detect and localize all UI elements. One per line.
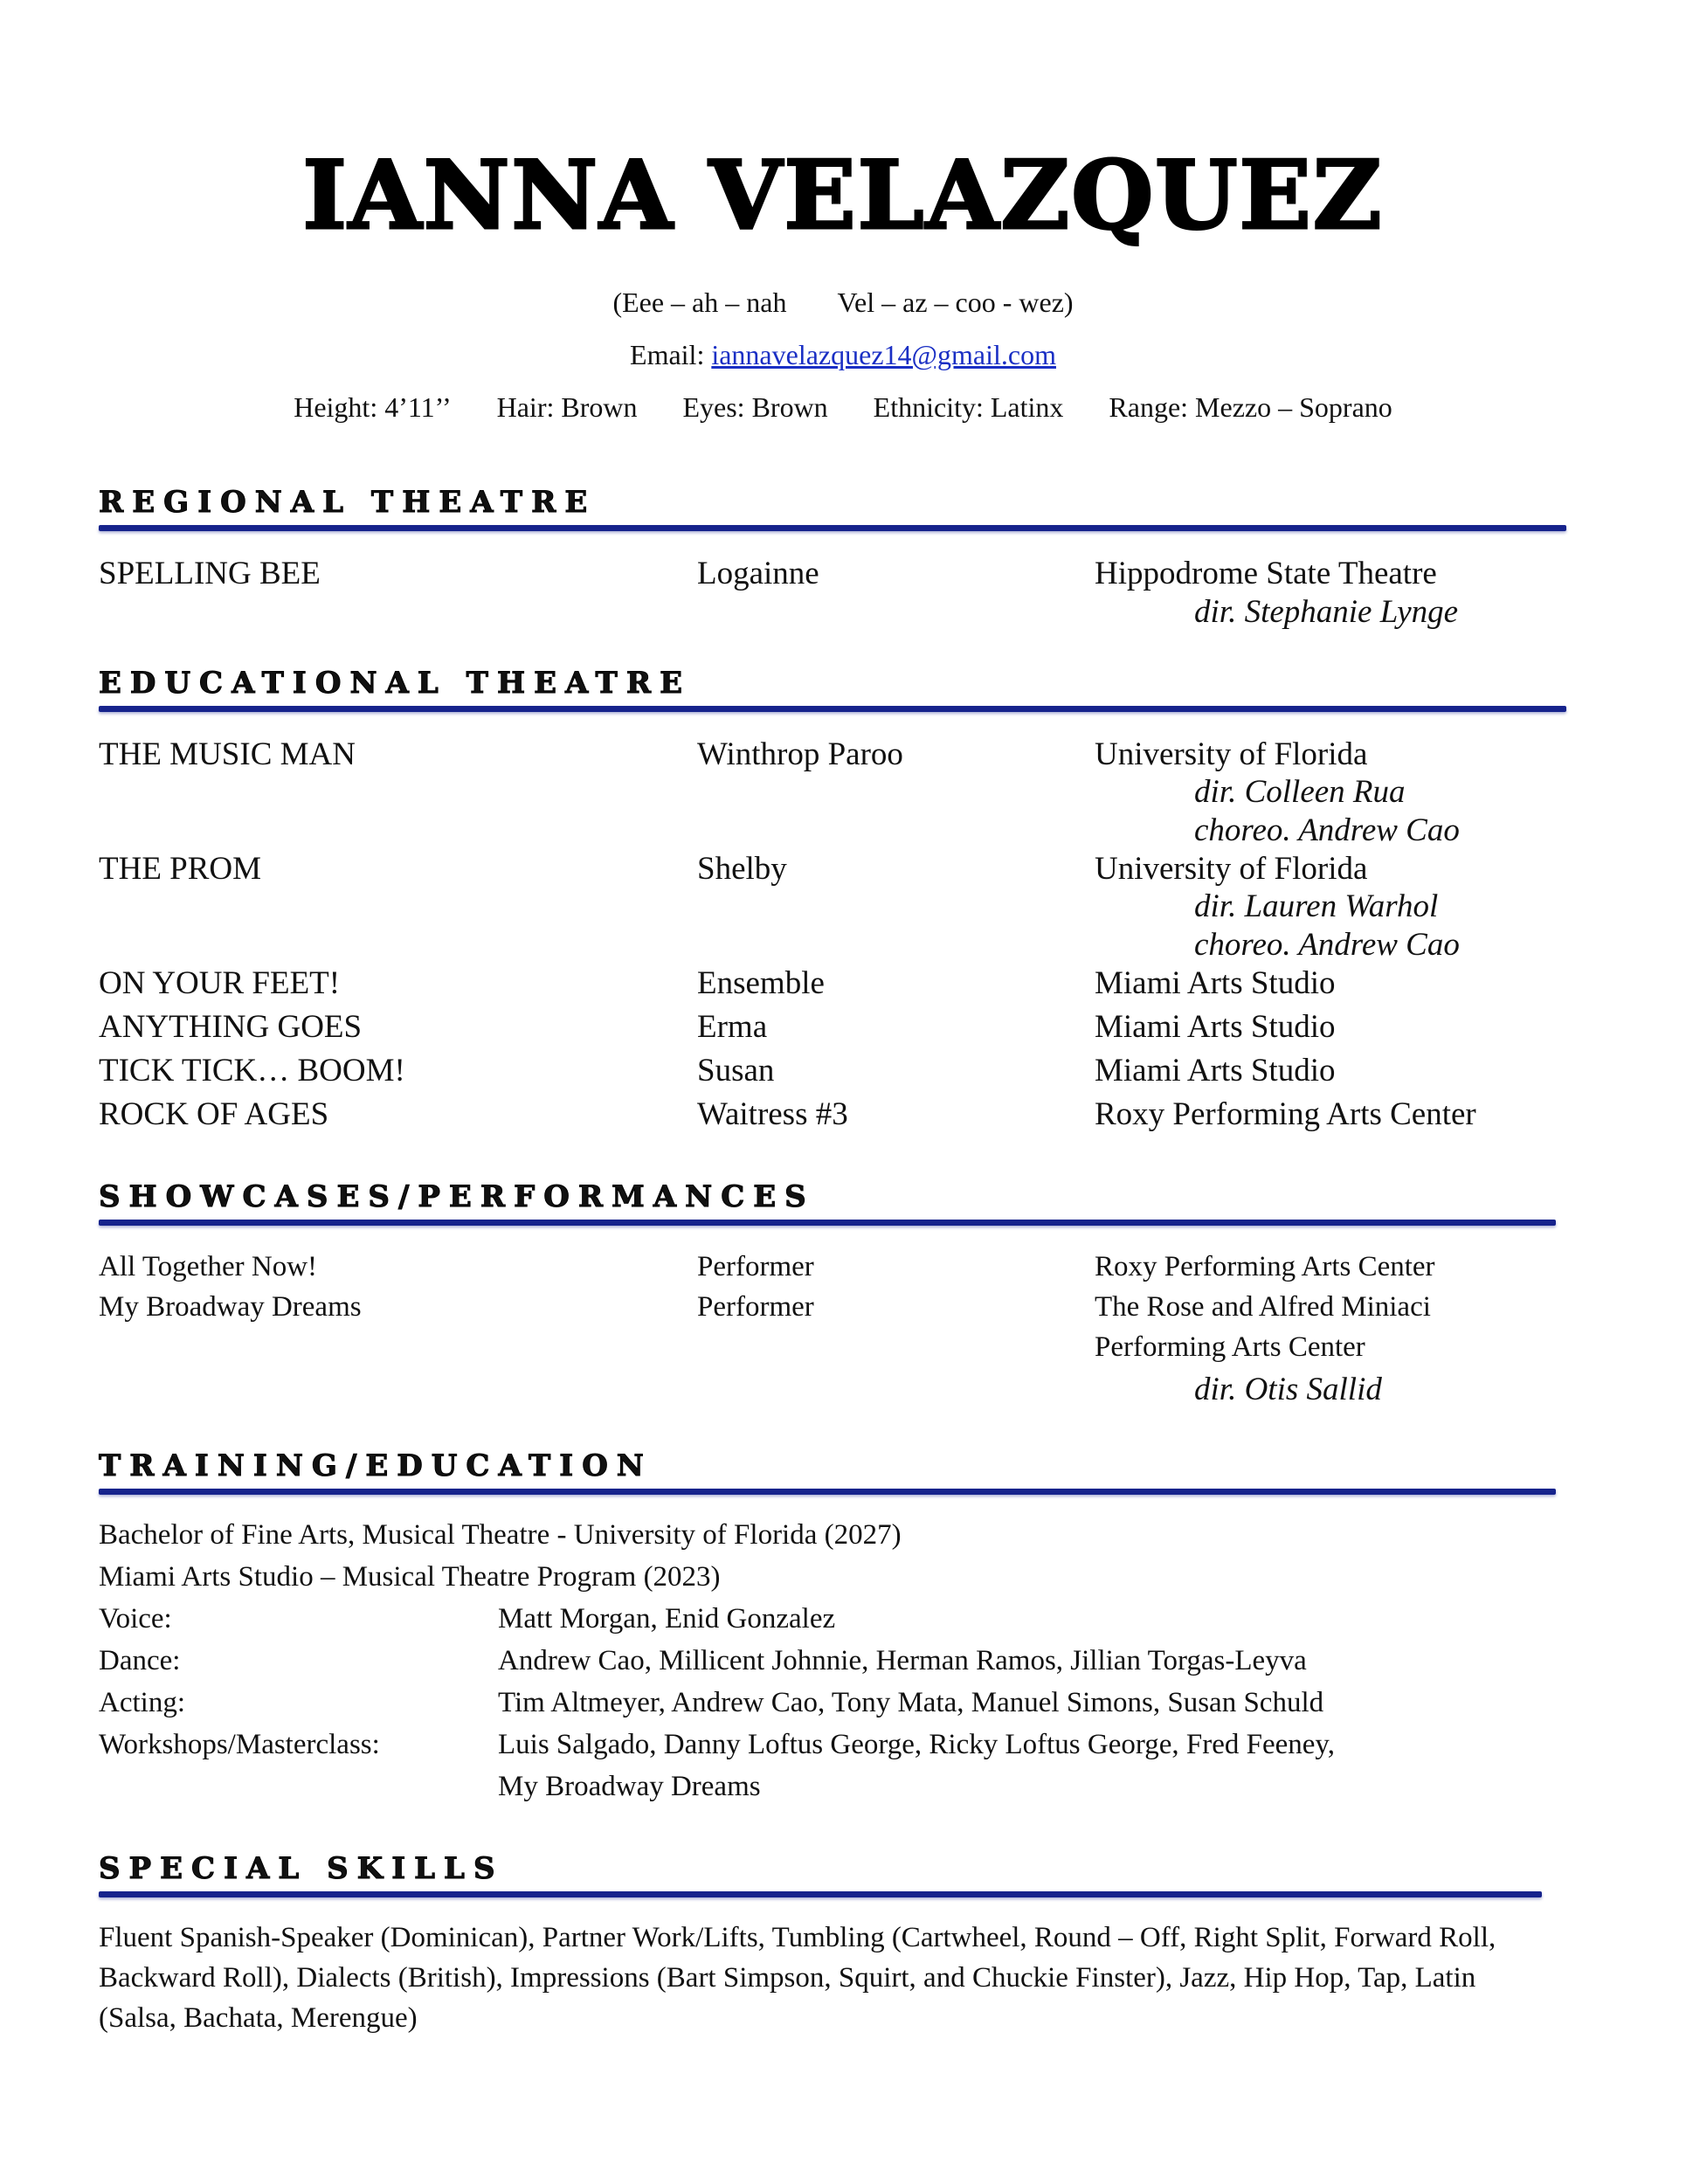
stat-eyes: Eyes: Brown — [682, 391, 828, 423]
training-value: Matt Morgan, Enid Gonzalez — [498, 1603, 836, 1635]
credit-choreographer: choreo. Andrew Cao — [1194, 927, 1460, 963]
credit-role: Performer — [697, 1291, 814, 1323]
credit-role: Performer — [697, 1251, 814, 1282]
email-line — [0, 341, 1686, 369]
pronunciation-last: Vel – az – coo - wez) — [837, 287, 1074, 318]
training-label: Voice: — [99, 1603, 172, 1635]
credit-show: SPELLING BEE — [99, 556, 321, 591]
credit-role: Shelby — [697, 851, 787, 887]
credit-choreographer: choreo. Andrew Cao — [1194, 812, 1460, 848]
email-label: Email: — [630, 339, 705, 370]
section-rule — [99, 525, 1566, 531]
skills-line: Backward Roll), Dialects (British), Impressions (Bart Simpson, Squirt, and Chuckie Finster), Jazz, Hip Hop, Tap, Latin — [99, 1962, 1476, 1994]
training-value-line2: My Broadway Dreams — [498, 1771, 761, 1802]
credit-role: Waitress #3 — [697, 1096, 848, 1132]
credit-venue: Miami Arts Studio — [1095, 1009, 1336, 1045]
section-rule — [99, 1891, 1542, 1897]
credit-director: dir. Colleen Rua — [1194, 774, 1406, 810]
pronunciation-first: (Eee – ah – nah — [612, 287, 787, 318]
stat-range: Range: Mezzo – Soprano — [1109, 391, 1392, 423]
credit-show: ON YOUR FEET! — [99, 965, 341, 1001]
stat-ethnicity: Ethnicity: Latinx — [873, 391, 1064, 423]
credit-venue: The Rose and Alfred Miniaci — [1095, 1291, 1431, 1323]
section-title-regional: REGIONAL THEATRE — [99, 485, 597, 520]
credit-role: Susan — [697, 1053, 775, 1089]
section-title-skills: SPECIAL SKILLS — [99, 1851, 504, 1886]
credit-role: Logainne — [697, 556, 819, 591]
skills-line: (Salsa, Bachata, Merengue) — [99, 2002, 418, 2034]
stats-line — [0, 393, 1686, 421]
credit-venue: Roxy Performing Arts Center — [1095, 1251, 1435, 1282]
degree-line: Miami Arts Studio – Musical Theatre Program (2023) — [99, 1561, 721, 1593]
credit-venue: University of Florida — [1095, 851, 1368, 887]
email-link[interactable]: iannavelazquez14@gmail.com — [711, 339, 1056, 370]
credit-show: TICK TICK… BOOM! — [99, 1053, 405, 1089]
credit-venue: Miami Arts Studio — [1095, 965, 1336, 1001]
credit-show: All Together Now! — [99, 1251, 318, 1282]
section-rule — [99, 1220, 1556, 1226]
credit-show: ROCK OF AGES — [99, 1096, 329, 1132]
training-value: Andrew Cao, Millicent Johnnie, Herman Ramos, Jillian Torgas-Leyva — [498, 1645, 1307, 1676]
section-rule — [99, 706, 1566, 712]
credit-director: dir. Otis Sallid — [1194, 1372, 1382, 1407]
degree-line: Bachelor of Fine Arts, Musical Theatre - University of Florida (2027) — [99, 1519, 902, 1551]
section-title-showcases: SHOWCASES/PERFORMANCES — [99, 1179, 815, 1214]
credit-show: THE PROM — [99, 851, 262, 887]
training-value: Luis Salgado, Danny Loftus George, Ricky Loftus George, Fred Feeney, — [498, 1729, 1336, 1760]
credit-show: ANYTHING GOES — [99, 1009, 363, 1045]
training-label: Workshops/Masterclass: — [99, 1729, 380, 1760]
credit-show: My Broadway Dreams — [99, 1291, 362, 1323]
credit-venue: Miami Arts Studio — [1095, 1053, 1336, 1089]
credit-director: dir. Lauren Warhol — [1194, 888, 1439, 924]
section-rule — [99, 1489, 1556, 1495]
credit-venue-line2: Performing Arts Center — [1095, 1331, 1365, 1363]
credit-venue: University of Florida — [1095, 736, 1368, 772]
training-value: Tim Altmeyer, Andrew Cao, Tony Mata, Manuel Simons, Susan Schuld — [498, 1687, 1324, 1718]
section-title-training: TRAINING/EDUCATION — [99, 1448, 653, 1483]
credit-venue: Roxy Performing Arts Center — [1095, 1096, 1476, 1132]
pronunciation — [0, 288, 1686, 316]
skills-line: Fluent Spanish-Speaker (Dominican), Partner Work/Lifts, Tumbling (Cartwheel, Round – Off, Right Split, Forward Roll, — [99, 1922, 1496, 1953]
credit-role: Ensemble — [697, 965, 825, 1001]
section-title-educational: EDUCATIONAL THEATRE — [99, 666, 691, 701]
credit-role: Winthrop Paroo — [697, 736, 903, 772]
credit-venue: Hippodrome State Theatre — [1095, 556, 1437, 591]
stat-hair: Hair: Brown — [496, 391, 638, 423]
resume-name: IANNA VELAZQUEZ — [302, 141, 1384, 251]
credit-show: THE MUSIC MAN — [99, 736, 356, 772]
credit-director: dir. Stephanie Lynge — [1194, 594, 1459, 630]
credit-role: Erma — [697, 1009, 768, 1045]
stat-height: Height: 4’11’’ — [294, 391, 452, 423]
training-label: Dance: — [99, 1645, 181, 1676]
training-label: Acting: — [99, 1687, 185, 1718]
